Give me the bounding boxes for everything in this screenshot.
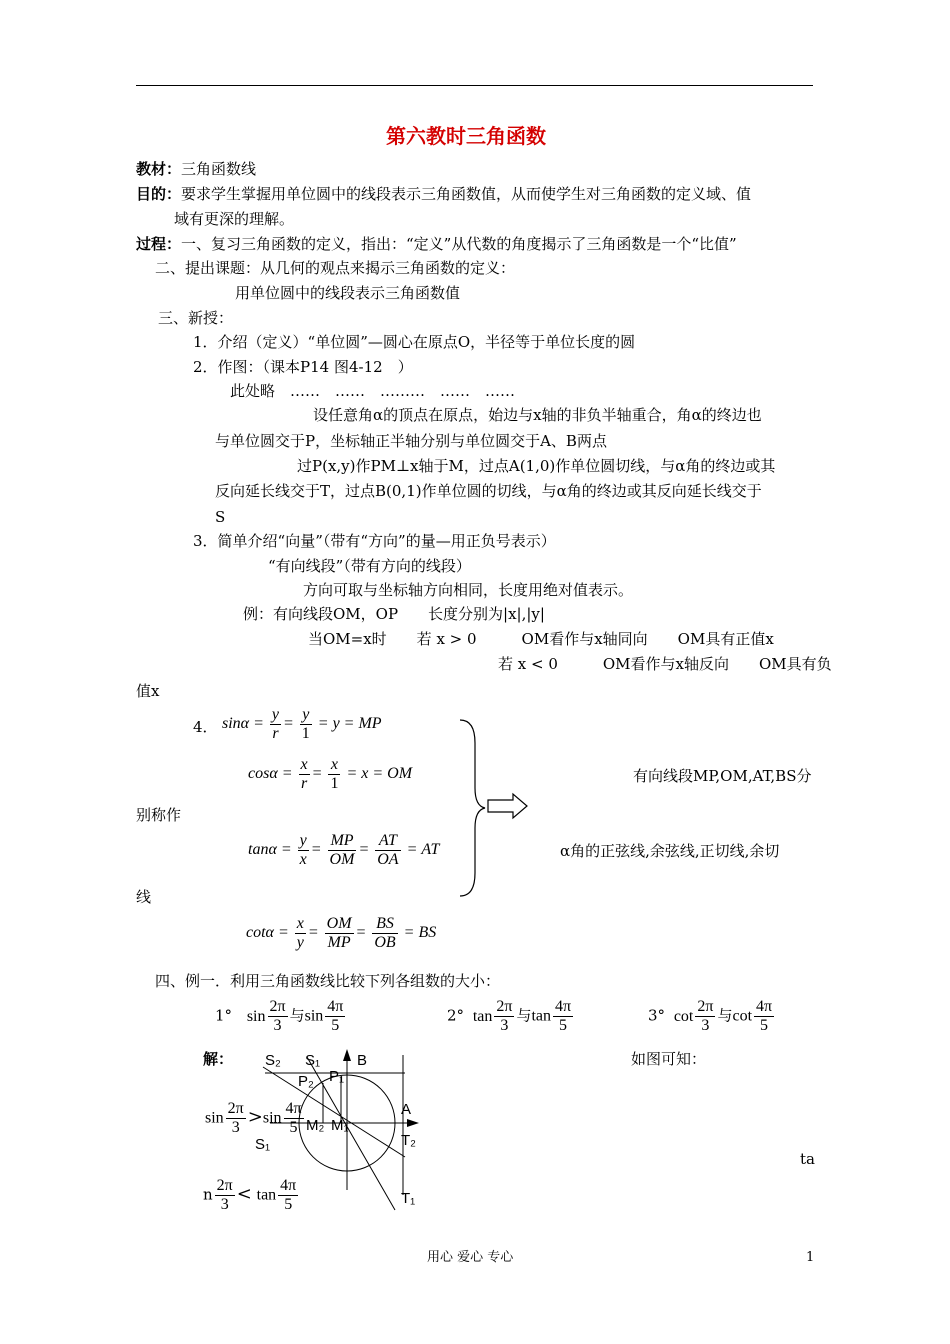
frac-x-1: $\frac{x}{1}$	[330, 756, 339, 792]
label-s1: S₁	[305, 1052, 321, 1069]
cot-formula: cotα = $\frac{x}{y}$ = $\frac{OM}{MP}$ = $\frac{BS}{OB}$ = BS	[246, 915, 437, 951]
brace-arrow	[455, 718, 535, 898]
page-title: 第六教时三角函数	[386, 124, 546, 148]
desc-4: 反向延长线交于T，过点B(0,1)作单位圆的切线，与α角的终边或其反向延长线交于	[215, 482, 762, 500]
problem-3: 3° cot $\frac{2\pi}{3}$ 与cot $\frac{4\pi}{5}$	[648, 998, 773, 1034]
tan-inequality: n $\frac{2\pi}{3}$ < tan $\frac{4\pi}{5}$	[203, 1177, 297, 1213]
frac-y-x: $\frac{y}{x}$	[299, 832, 307, 868]
frac-x-y: $\frac{x}{y}$	[296, 915, 304, 951]
label-p2: P₂	[298, 1073, 314, 1090]
tan-lhs: tanα =	[248, 841, 292, 859]
conclusion-right-1: 有向线段MP,OM,AT,BS分	[633, 767, 812, 785]
y-axis-arrow-icon	[343, 1049, 351, 1061]
problem-2: 2° tan $\frac{2\pi}{3}$ 与tan $\frac{4\pi}{5}$	[447, 998, 572, 1034]
right-brace	[460, 720, 485, 896]
label-t1: T₁	[401, 1190, 416, 1207]
cos-lhs: cosα =	[248, 765, 293, 783]
frac-y-1: $\frac{y}{1}$	[301, 706, 310, 742]
arrow-right-icon	[488, 794, 527, 818]
conclusion-left-2: 线	[136, 888, 152, 906]
see-figure: 如图可知：	[631, 1050, 707, 1068]
desc-2: 与单位圆交于P，坐标轴正半轴分别与单位圆交于A、B两点	[215, 432, 607, 450]
cos-eq: = x = OM	[346, 765, 413, 783]
process-label: 过程：	[136, 235, 182, 253]
conclusion-left-1: 别称作	[136, 806, 182, 824]
goal-text-1: 要求学生掌握用单位圆中的线段表示三角函数值，从而使学生对三角函数的定义域、值	[181, 185, 752, 203]
item-1: 1．介绍（定义）“单位圆”—圆心在原点O，半径等于单位长度的圆	[193, 333, 636, 351]
frac-mp-om: $\frac{MP}{OM}$	[329, 832, 355, 868]
item-3: 3．简单介绍“向量”（带有“方向”的量—用正负号表示）	[193, 532, 556, 550]
omit-line: 此处略 …… …… ……… …… ……	[230, 382, 516, 400]
cot-lhs: cotα =	[246, 924, 289, 942]
item-3b: “有向线段”（带有方向的线段）	[268, 557, 471, 575]
material-line	[136, 160, 256, 178]
value-line: 值x	[136, 682, 160, 700]
x-axis-arrow-icon	[407, 1119, 419, 1127]
goal-line	[136, 185, 751, 203]
example-line: 例：有向线段OM，OP 长度分别为|x|,|y|	[243, 605, 545, 623]
label-s1-b: S₁	[255, 1136, 271, 1153]
process-text: 一、复习三角函数的定义，指出：“定义”从代数的角度揭示了三角函数是一个“比值”	[181, 235, 737, 253]
desc-5: S	[215, 508, 226, 526]
section-2-sub: 用单位圆中的线段表示三角函数值	[235, 284, 461, 302]
cos-formula: cosα = $\frac{x}{r}$ = $\frac{x}{1}$ = x = OM	[248, 756, 413, 792]
frac-x-r: $\frac{x}{r}$	[300, 756, 308, 792]
desc-1: 设任意角α的顶点在原点，始边与x轴的非负半轴重合，角α的终边也	[313, 406, 762, 424]
sin-formula: sinα = $\frac{y}{r}$ = $\frac{y}{1}$ = y = MP	[222, 706, 382, 742]
label-m2: M₂	[306, 1117, 325, 1134]
label-b: B	[357, 1052, 368, 1069]
conclusion-right-2: α角的正弦线,余弦线,正切线,余切	[560, 842, 780, 860]
sin-lhs: sinα =	[222, 715, 264, 733]
section-4-head: 四、例一．利用三角函数线比较下列各组数的大小：	[155, 972, 501, 990]
process-line	[136, 235, 737, 253]
item-3c: 方向可取与坐标轴方向相同，长度用绝对值表示。	[303, 581, 634, 599]
label-t2: T₂	[401, 1132, 416, 1149]
goal-text-2: 域有更深的理解。	[174, 210, 295, 228]
frac-y-r: $\frac{y}{r}$	[271, 706, 279, 742]
frac-at-oa: $\frac{AT}{OA}$	[377, 832, 399, 868]
item-2: 2．作图：（课本P14 图4-12 ）	[193, 358, 413, 376]
desc-3: 过P(x,y)作PM⊥x轴于M，过点A(1,0)作单位圆切线，与α角的终边或其	[297, 457, 776, 475]
label-s2: S₂	[265, 1052, 281, 1069]
frac-bs-ob: $\frac{BS}{OB}$	[374, 915, 396, 951]
footer-center: 用心 爱心 专心	[427, 1250, 514, 1265]
frac-om-mp: $\frac{OM}{MP}$	[326, 915, 352, 951]
cot-eq: = BS	[403, 924, 437, 942]
tan-formula: tanα = $\frac{y}{x}$ = $\frac{MP}{OM}$ = $\frac{AT}{OA}$ = AT	[248, 832, 440, 868]
tan-eq: = AT	[406, 841, 440, 859]
item-4: 4．	[193, 718, 218, 736]
material-text: 三角函数线	[181, 160, 257, 178]
label-m1: M₁	[331, 1117, 349, 1134]
when-line: 当OM=x时 若 x > 0 OM看作与x轴同向 OM具有正值x	[308, 630, 774, 648]
ta-fragment: ta	[800, 1150, 815, 1168]
goal-label: 目的：	[136, 185, 182, 203]
solve-label: 解：	[203, 1050, 234, 1068]
section-3-head: 三、新授：	[158, 309, 234, 327]
when-line-2: 若 x < 0 OM看作与x轴反向 OM具有负	[498, 655, 832, 673]
label-p1: P₁	[329, 1068, 345, 1085]
page-number: 1	[806, 1250, 815, 1265]
problem-1: 1° sin $\frac{2\pi}{3}$ 与sin $\frac{4\pi}{5}$	[215, 998, 344, 1034]
material-label: 教材：	[136, 160, 182, 178]
sin-inequality: sin $\frac{2\pi}{3}$ >sin $\frac{4\pi}{5}$	[205, 1100, 302, 1136]
label-a: A	[401, 1101, 412, 1118]
section-2: 二、提出课题：从几何的观点来揭示三角函数的定义：	[155, 259, 516, 277]
header-rule	[136, 85, 813, 86]
sin-eq: = y = MP	[317, 715, 382, 733]
